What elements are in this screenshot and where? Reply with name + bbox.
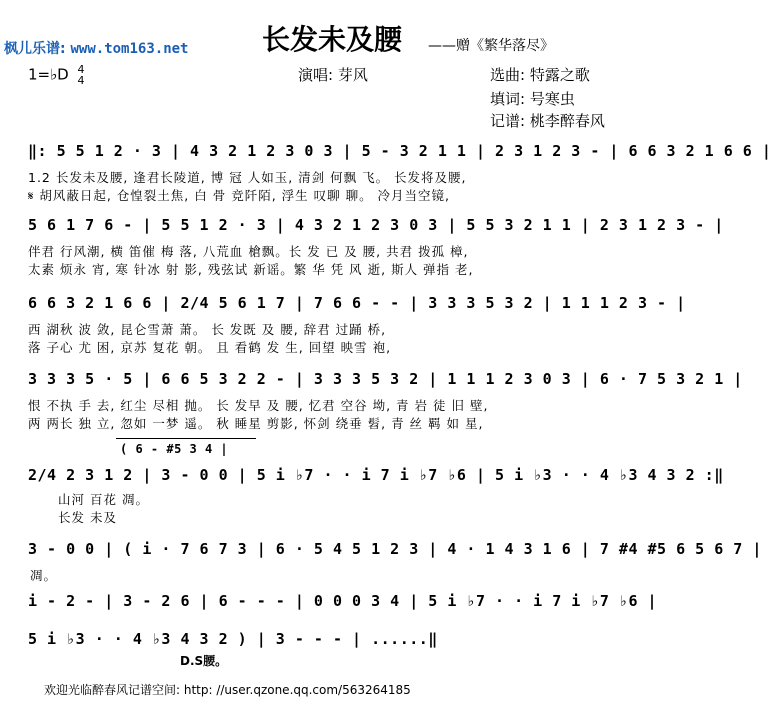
- site-url[interactable]: www.tom163.net: [70, 41, 189, 57]
- lyric-line-6: 凋。: [30, 568, 58, 583]
- singer-credit: 演唱: 芽风: [298, 66, 368, 84]
- lyricist-credit: 填词: 号寒虫: [490, 90, 575, 108]
- transcriber-credit: 记谱: 桃李醉春风: [490, 112, 605, 130]
- score-line-3: 6 6 3 2 1 6 6 | 2/4 5 6 1 7 | 7 6 6 - - | 3 3 3 5 3 2 | 1 1 1 2 3 - |: [28, 294, 686, 312]
- score-line-2: 5 6 1 7 6 - | 5 5 1 2 · 3 | 4 3 2 1 2 3 0 3 | 5 5 3 2 1 1 | 2 3 1 2 3 - |: [28, 216, 724, 234]
- lyric-line-1a: 1.2 长发未及腰, 逢君长陵道, 博 冠 人如玉, 清剑 何飘 飞。 长发将及腰,: [28, 170, 467, 185]
- tune-credit: 选曲: 特露之歌: [490, 66, 590, 84]
- ds-mark: D.S腰。: [180, 654, 228, 668]
- lyric-line-2b: 太素 烦永 宵, 寒 针冰 射 影, 残弦试 新谣。繁 华 凭 风 逝, 斯人 弹指 老,: [28, 262, 474, 277]
- score-line-4: 3 3 3 5 · 5 | 6 6 5 3 2 2 - | 3 3 3 5 3 2 | 1 1 1 2 3 0 3 | 6 · 7 5 3 2 1 |: [28, 370, 743, 388]
- lyric-line-1b: 𝄋 胡风蔽日起, 仓惶裂土焦, 白 骨 竞阡陌, 浮生 叹聊 聊。 冷月当空镜,: [28, 188, 451, 203]
- score-line-6: 3 - 0 0 | ( i · 7 6 7 3 | 6 · 5 4 5 1 2 3 | 4 · 1 4 3 1 6 | 7 #4 #5 6 5 6 7 |: [28, 540, 762, 558]
- lyric-line-4b: 两 两长 独 立, 忽如 一梦 遥。 秋 睡星 剪影, 怀剑 绕垂 髫, 青 丝 羁 如 星,: [28, 416, 484, 431]
- score-line-8: 5 i ♭3 · · 4 ♭3 4 3 2 ) | 3 - - - | ......‖: [28, 630, 438, 648]
- time-bottom: 4: [77, 74, 85, 87]
- lyric-line-5b: 长发 未及: [58, 510, 117, 525]
- lyric-line-2a: 伴君 行风潮, 横 笛催 梅 落, 八荒血 槍飘。长 发 已 及 腰, 共君 拨孤 樟,: [28, 244, 469, 259]
- dedication: ——赠《繁华落尽》: [428, 38, 554, 54]
- time-top: 4: [77, 63, 85, 76]
- score-line-7: i - 2 - | 3 - 2 6 | 6 - - - | 0 0 0 3 4 | 5 i ♭7 · · i 7 i ♭7 ♭6 |: [28, 592, 658, 610]
- key-signature: [28, 64, 85, 86]
- lyric-line-4a: 恨 不执 手 去, 红尘 尽相 抛。 长 发早 及 腰, 忆君 空谷 坳, 青 岩 徒 旧 壁,: [28, 398, 489, 413]
- site-label: [4, 38, 189, 58]
- volta-bracket: [116, 438, 256, 439]
- score-line-5: 2/4 2 3 1 2 | 3 - 0 0 | 5 i ♭7 · · i 7 i ♭7 ♭6 | 5 i ♭3 · · 4 ♭3 4 3 2 :‖: [28, 466, 724, 484]
- time-signature: [78, 64, 85, 86]
- footer-link[interactable]: 欢迎光临醉春风记谱空间: http: //user.qzone.qq.com/563264185: [44, 683, 411, 697]
- lyric-line-5a: 山河 百花 凋。: [58, 492, 149, 507]
- site-name: 枫儿乐谱:: [4, 41, 66, 57]
- score-line-1: ‖: 5 5 1 2 · 3 | 4 3 2 1 2 3 0 3 | 5 - 3 2 1 1 | 2 3 1 2 3 - | 6 6 3 2 1 6 6 |: [28, 142, 771, 160]
- song-title: 长发未及腰: [262, 23, 403, 56]
- lyric-line-3b: 落 子心 尤 困, 京苏 复花 朝。 且 看鹤 发 生, 回望 映雪 袍,: [28, 340, 392, 355]
- lyric-line-3a: 西 湖秋 波 敛, 昆仑雪萧 萧。 长 发既 及 腰, 辞君 过踊 桥,: [28, 322, 387, 337]
- key-label: 1=♭D: [28, 65, 69, 84]
- volta-notes: ( 6 - #5 3 4 |: [120, 442, 229, 456]
